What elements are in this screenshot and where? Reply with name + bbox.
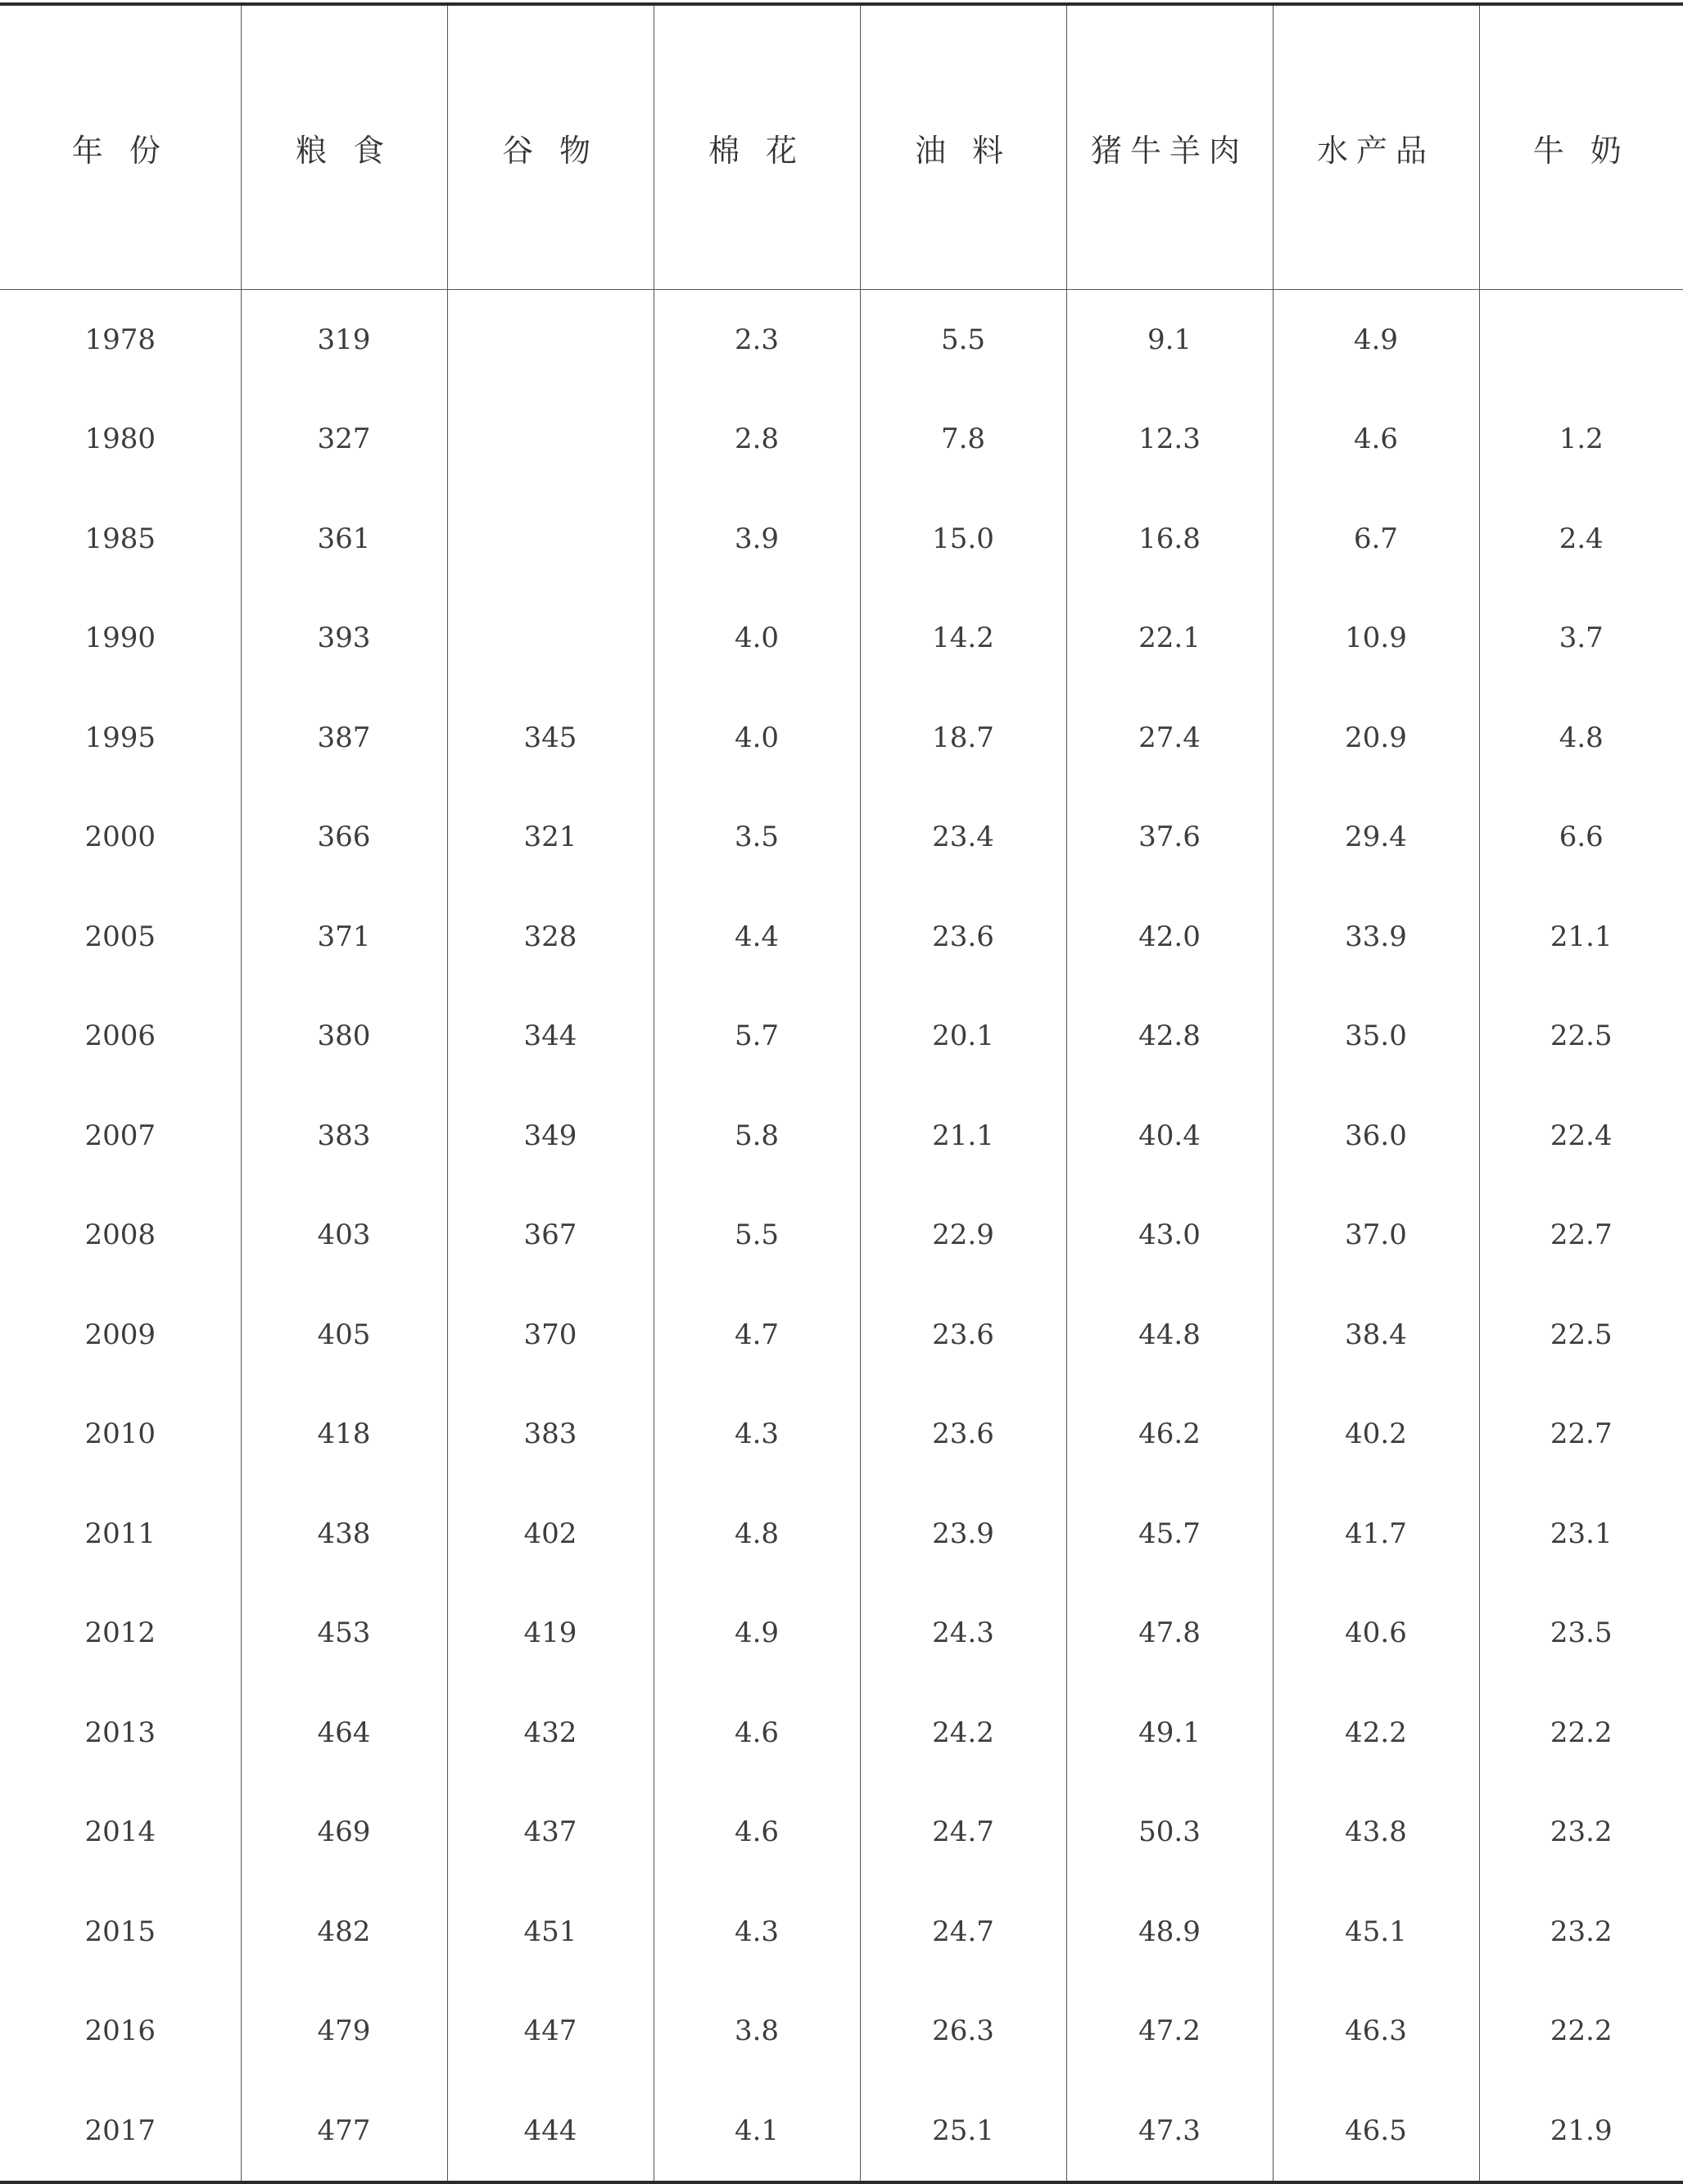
cell-cereal: 437 — [447, 1783, 654, 1883]
cell-aquatic: 4.9 — [1273, 290, 1479, 390]
cell-cereal: 444 — [447, 2081, 654, 2182]
header-grain: 粮 食 — [241, 4, 447, 290]
cell-grain: 393 — [241, 589, 447, 689]
cell-milk: 3.7 — [1479, 589, 1683, 689]
cell-aquatic: 20.9 — [1273, 688, 1479, 788]
header-year: 年 份 — [0, 4, 241, 290]
cell-cotton: 5.7 — [654, 987, 860, 1087]
cell-milk: 21.1 — [1479, 887, 1683, 987]
per-capita-output-table — [0, 2, 1683, 2184]
table-row — [0, 390, 1683, 490]
cell-year: 2008 — [84, 1219, 156, 1252]
header-cereal: 谷 物 — [447, 4, 654, 290]
cell-meat: 45.7 — [1066, 1484, 1273, 1584]
table-row — [0, 1982, 1683, 2082]
cell-oilseed: 23.6 — [860, 1285, 1066, 1385]
cell-meat: 16.8 — [1066, 489, 1273, 589]
cell-year: 2009 — [84, 1318, 156, 1351]
cell-meat: 46.2 — [1066, 1385, 1273, 1485]
cell-aquatic: 6.7 — [1273, 489, 1479, 589]
cell-cereal: 419 — [447, 1584, 654, 1684]
cell-cotton: 4.6 — [654, 1783, 860, 1883]
cell-milk: 22.7 — [1479, 1385, 1683, 1485]
cell-meat: 48.9 — [1066, 1882, 1273, 1982]
cell-milk: 21.9 — [1479, 2081, 1683, 2182]
cell-milk: 23.1 — [1479, 1484, 1683, 1584]
cell-cereal — [447, 290, 654, 390]
cell-oilseed: 23.6 — [860, 887, 1066, 987]
cell-cotton: 4.0 — [654, 688, 860, 788]
cell-milk: 23.2 — [1479, 1783, 1683, 1883]
cell-year: 2011 — [84, 1517, 156, 1550]
cell-milk: 23.2 — [1479, 1882, 1683, 1982]
cell-cotton: 2.8 — [654, 390, 860, 490]
cell-year: 2010 — [84, 1418, 156, 1451]
cell-aquatic: 46.5 — [1273, 2081, 1479, 2182]
table-row — [0, 1285, 1683, 1385]
cell-aquatic: 10.9 — [1273, 589, 1479, 689]
table-row — [0, 1385, 1683, 1485]
cell-grain: 387 — [241, 688, 447, 788]
cell-aquatic: 35.0 — [1273, 987, 1479, 1087]
cell-aquatic: 37.0 — [1273, 1186, 1479, 1286]
cell-meat: 43.0 — [1066, 1186, 1273, 1286]
cell-aquatic: 29.4 — [1273, 788, 1479, 888]
cell-year: 1980 — [84, 423, 156, 456]
cell-cereal: 451 — [447, 1882, 654, 1982]
cell-oilseed: 24.7 — [860, 1783, 1066, 1883]
cell-cereal: 328 — [447, 887, 654, 987]
cell-year: 2007 — [84, 1119, 156, 1152]
cell-cotton: 3.8 — [654, 1982, 860, 2082]
cell-meat: 50.3 — [1066, 1783, 1273, 1883]
header-cotton: 棉 花 — [654, 4, 860, 290]
cell-milk: 22.5 — [1479, 1285, 1683, 1385]
cell-grain: 319 — [241, 290, 447, 390]
cell-year: 2000 — [84, 821, 156, 854]
table-row — [0, 688, 1683, 788]
cell-grain: 418 — [241, 1385, 447, 1485]
cell-grain: 366 — [241, 788, 447, 888]
cell-oilseed: 22.9 — [860, 1186, 1066, 1286]
table-body — [0, 290, 1683, 2182]
table-row — [0, 2081, 1683, 2182]
cell-grain: 327 — [241, 390, 447, 490]
cell-cereal — [447, 390, 654, 490]
cell-cotton: 5.5 — [654, 1186, 860, 1286]
header-aquatic: 水产品 — [1273, 4, 1479, 290]
cell-meat: 22.1 — [1066, 589, 1273, 689]
cell-year: 2014 — [84, 1815, 156, 1849]
table-row — [0, 1683, 1683, 1783]
cell-year: 2015 — [84, 1915, 156, 1948]
cell-oilseed: 7.8 — [860, 390, 1066, 490]
cell-oilseed: 21.1 — [860, 1086, 1066, 1186]
cell-year: 2016 — [84, 2014, 156, 2048]
header-meat: 猪牛羊肉 — [1066, 4, 1273, 290]
cell-milk: 1.2 — [1479, 390, 1683, 490]
cell-meat: 42.8 — [1066, 987, 1273, 1087]
header-row — [0, 4, 1683, 290]
cell-meat: 47.3 — [1066, 2081, 1273, 2182]
cell-oilseed: 20.1 — [860, 987, 1066, 1087]
table-row — [0, 1484, 1683, 1584]
cell-oilseed: 14.2 — [860, 589, 1066, 689]
cell-cotton: 4.1 — [654, 2081, 860, 2182]
cell-grain: 403 — [241, 1186, 447, 1286]
cell-aquatic: 45.1 — [1273, 1882, 1479, 1982]
cell-aquatic: 42.2 — [1273, 1683, 1479, 1783]
cell-aquatic: 40.6 — [1273, 1584, 1479, 1684]
cell-grain: 477 — [241, 2081, 447, 2182]
cell-oilseed: 18.7 — [860, 688, 1066, 788]
cell-cotton: 4.0 — [654, 589, 860, 689]
cell-cereal: 447 — [447, 1982, 654, 2082]
table-row — [0, 489, 1683, 589]
cell-cereal: 432 — [447, 1683, 654, 1783]
cell-year: 1985 — [84, 522, 156, 555]
cell-cotton: 3.5 — [654, 788, 860, 888]
cell-milk: 4.8 — [1479, 688, 1683, 788]
cell-aquatic: 41.7 — [1273, 1484, 1479, 1584]
cell-aquatic: 33.9 — [1273, 887, 1479, 987]
cell-year: 2013 — [84, 1716, 156, 1749]
cell-cotton: 5.8 — [654, 1086, 860, 1186]
cell-oilseed: 25.1 — [860, 2081, 1066, 2182]
cell-year: 1990 — [84, 622, 156, 655]
cell-milk — [1479, 290, 1683, 390]
cell-cotton: 4.9 — [654, 1584, 860, 1684]
cell-meat: 37.6 — [1066, 788, 1273, 888]
cell-cereal: 321 — [447, 788, 654, 888]
cell-cereal: 370 — [447, 1285, 654, 1385]
header-oilseed: 油 料 — [860, 4, 1066, 290]
cell-cereal: 349 — [447, 1086, 654, 1186]
table-row — [0, 290, 1683, 390]
cell-cotton: 4.8 — [654, 1484, 860, 1584]
cell-meat: 47.8 — [1066, 1584, 1273, 1684]
cell-oilseed: 24.7 — [860, 1882, 1066, 1982]
cell-year: 2017 — [84, 2114, 156, 2147]
cell-cotton: 3.9 — [654, 489, 860, 589]
cell-grain: 380 — [241, 987, 447, 1087]
cell-milk: 6.6 — [1479, 788, 1683, 888]
cell-grain: 438 — [241, 1484, 447, 1584]
cell-grain: 453 — [241, 1584, 447, 1684]
cell-milk: 2.4 — [1479, 489, 1683, 589]
cell-cereal: 383 — [447, 1385, 654, 1485]
cell-aquatic: 46.3 — [1273, 1982, 1479, 2082]
cell-year: 2006 — [84, 1020, 156, 1053]
cell-aquatic: 40.2 — [1273, 1385, 1479, 1485]
cell-meat: 12.3 — [1066, 390, 1273, 490]
table-row — [0, 1086, 1683, 1186]
cell-meat: 44.8 — [1066, 1285, 1273, 1385]
cell-milk: 22.7 — [1479, 1186, 1683, 1286]
cell-grain: 405 — [241, 1285, 447, 1385]
cell-cereal — [447, 589, 654, 689]
cell-oilseed: 23.6 — [860, 1385, 1066, 1485]
table-row — [0, 589, 1683, 689]
cell-oilseed: 15.0 — [860, 489, 1066, 589]
cell-meat: 40.4 — [1066, 1086, 1273, 1186]
cell-meat: 42.0 — [1066, 887, 1273, 987]
table-header — [0, 4, 1683, 290]
cell-grain: 469 — [241, 1783, 447, 1883]
cell-cereal — [447, 489, 654, 589]
cell-milk: 22.2 — [1479, 1982, 1683, 2082]
table-row — [0, 987, 1683, 1087]
cell-cereal: 345 — [447, 688, 654, 788]
table-row — [0, 1882, 1683, 1982]
header-milk: 牛 奶 — [1479, 4, 1683, 290]
cell-oilseed: 24.3 — [860, 1584, 1066, 1684]
cell-cereal: 344 — [447, 987, 654, 1087]
cell-milk: 22.4 — [1479, 1086, 1683, 1186]
cell-cereal: 402 — [447, 1484, 654, 1584]
cell-grain: 371 — [241, 887, 447, 987]
cell-aquatic: 38.4 — [1273, 1285, 1479, 1385]
cell-grain: 482 — [241, 1882, 447, 1982]
cell-year: 2012 — [84, 1617, 156, 1650]
cell-cotton: 4.3 — [654, 1882, 860, 1982]
cell-meat: 27.4 — [1066, 688, 1273, 788]
cell-year: 2005 — [84, 920, 156, 953]
table-row — [0, 1783, 1683, 1883]
cell-grain: 464 — [241, 1683, 447, 1783]
cell-milk: 23.5 — [1479, 1584, 1683, 1684]
cell-oilseed: 23.9 — [860, 1484, 1066, 1584]
table-row — [0, 1584, 1683, 1684]
cell-cotton: 4.4 — [654, 887, 860, 987]
cell-grain: 383 — [241, 1086, 447, 1186]
table-row — [0, 887, 1683, 987]
cell-meat: 49.1 — [1066, 1683, 1273, 1783]
cell-milk: 22.2 — [1479, 1683, 1683, 1783]
table-row — [0, 1186, 1683, 1286]
table-row — [0, 788, 1683, 888]
cell-cotton: 4.6 — [654, 1683, 860, 1783]
cell-year: 1978 — [84, 323, 156, 356]
cell-aquatic: 36.0 — [1273, 1086, 1479, 1186]
cell-cereal: 367 — [447, 1186, 654, 1286]
cell-oilseed: 5.5 — [860, 290, 1066, 390]
cell-meat: 9.1 — [1066, 290, 1273, 390]
cell-oilseed: 23.4 — [860, 788, 1066, 888]
cell-grain: 479 — [241, 1982, 447, 2082]
cell-cotton: 2.3 — [654, 290, 860, 390]
cell-grain: 361 — [241, 489, 447, 589]
cell-aquatic: 43.8 — [1273, 1783, 1479, 1883]
cell-oilseed: 26.3 — [860, 1982, 1066, 2082]
cell-oilseed: 24.2 — [860, 1683, 1066, 1783]
cell-cotton: 4.7 — [654, 1285, 860, 1385]
cell-aquatic: 4.6 — [1273, 390, 1479, 490]
cell-meat: 47.2 — [1066, 1982, 1273, 2082]
cell-milk: 22.5 — [1479, 987, 1683, 1087]
cell-year: 1995 — [84, 721, 156, 754]
cell-cotton: 4.3 — [654, 1385, 860, 1485]
